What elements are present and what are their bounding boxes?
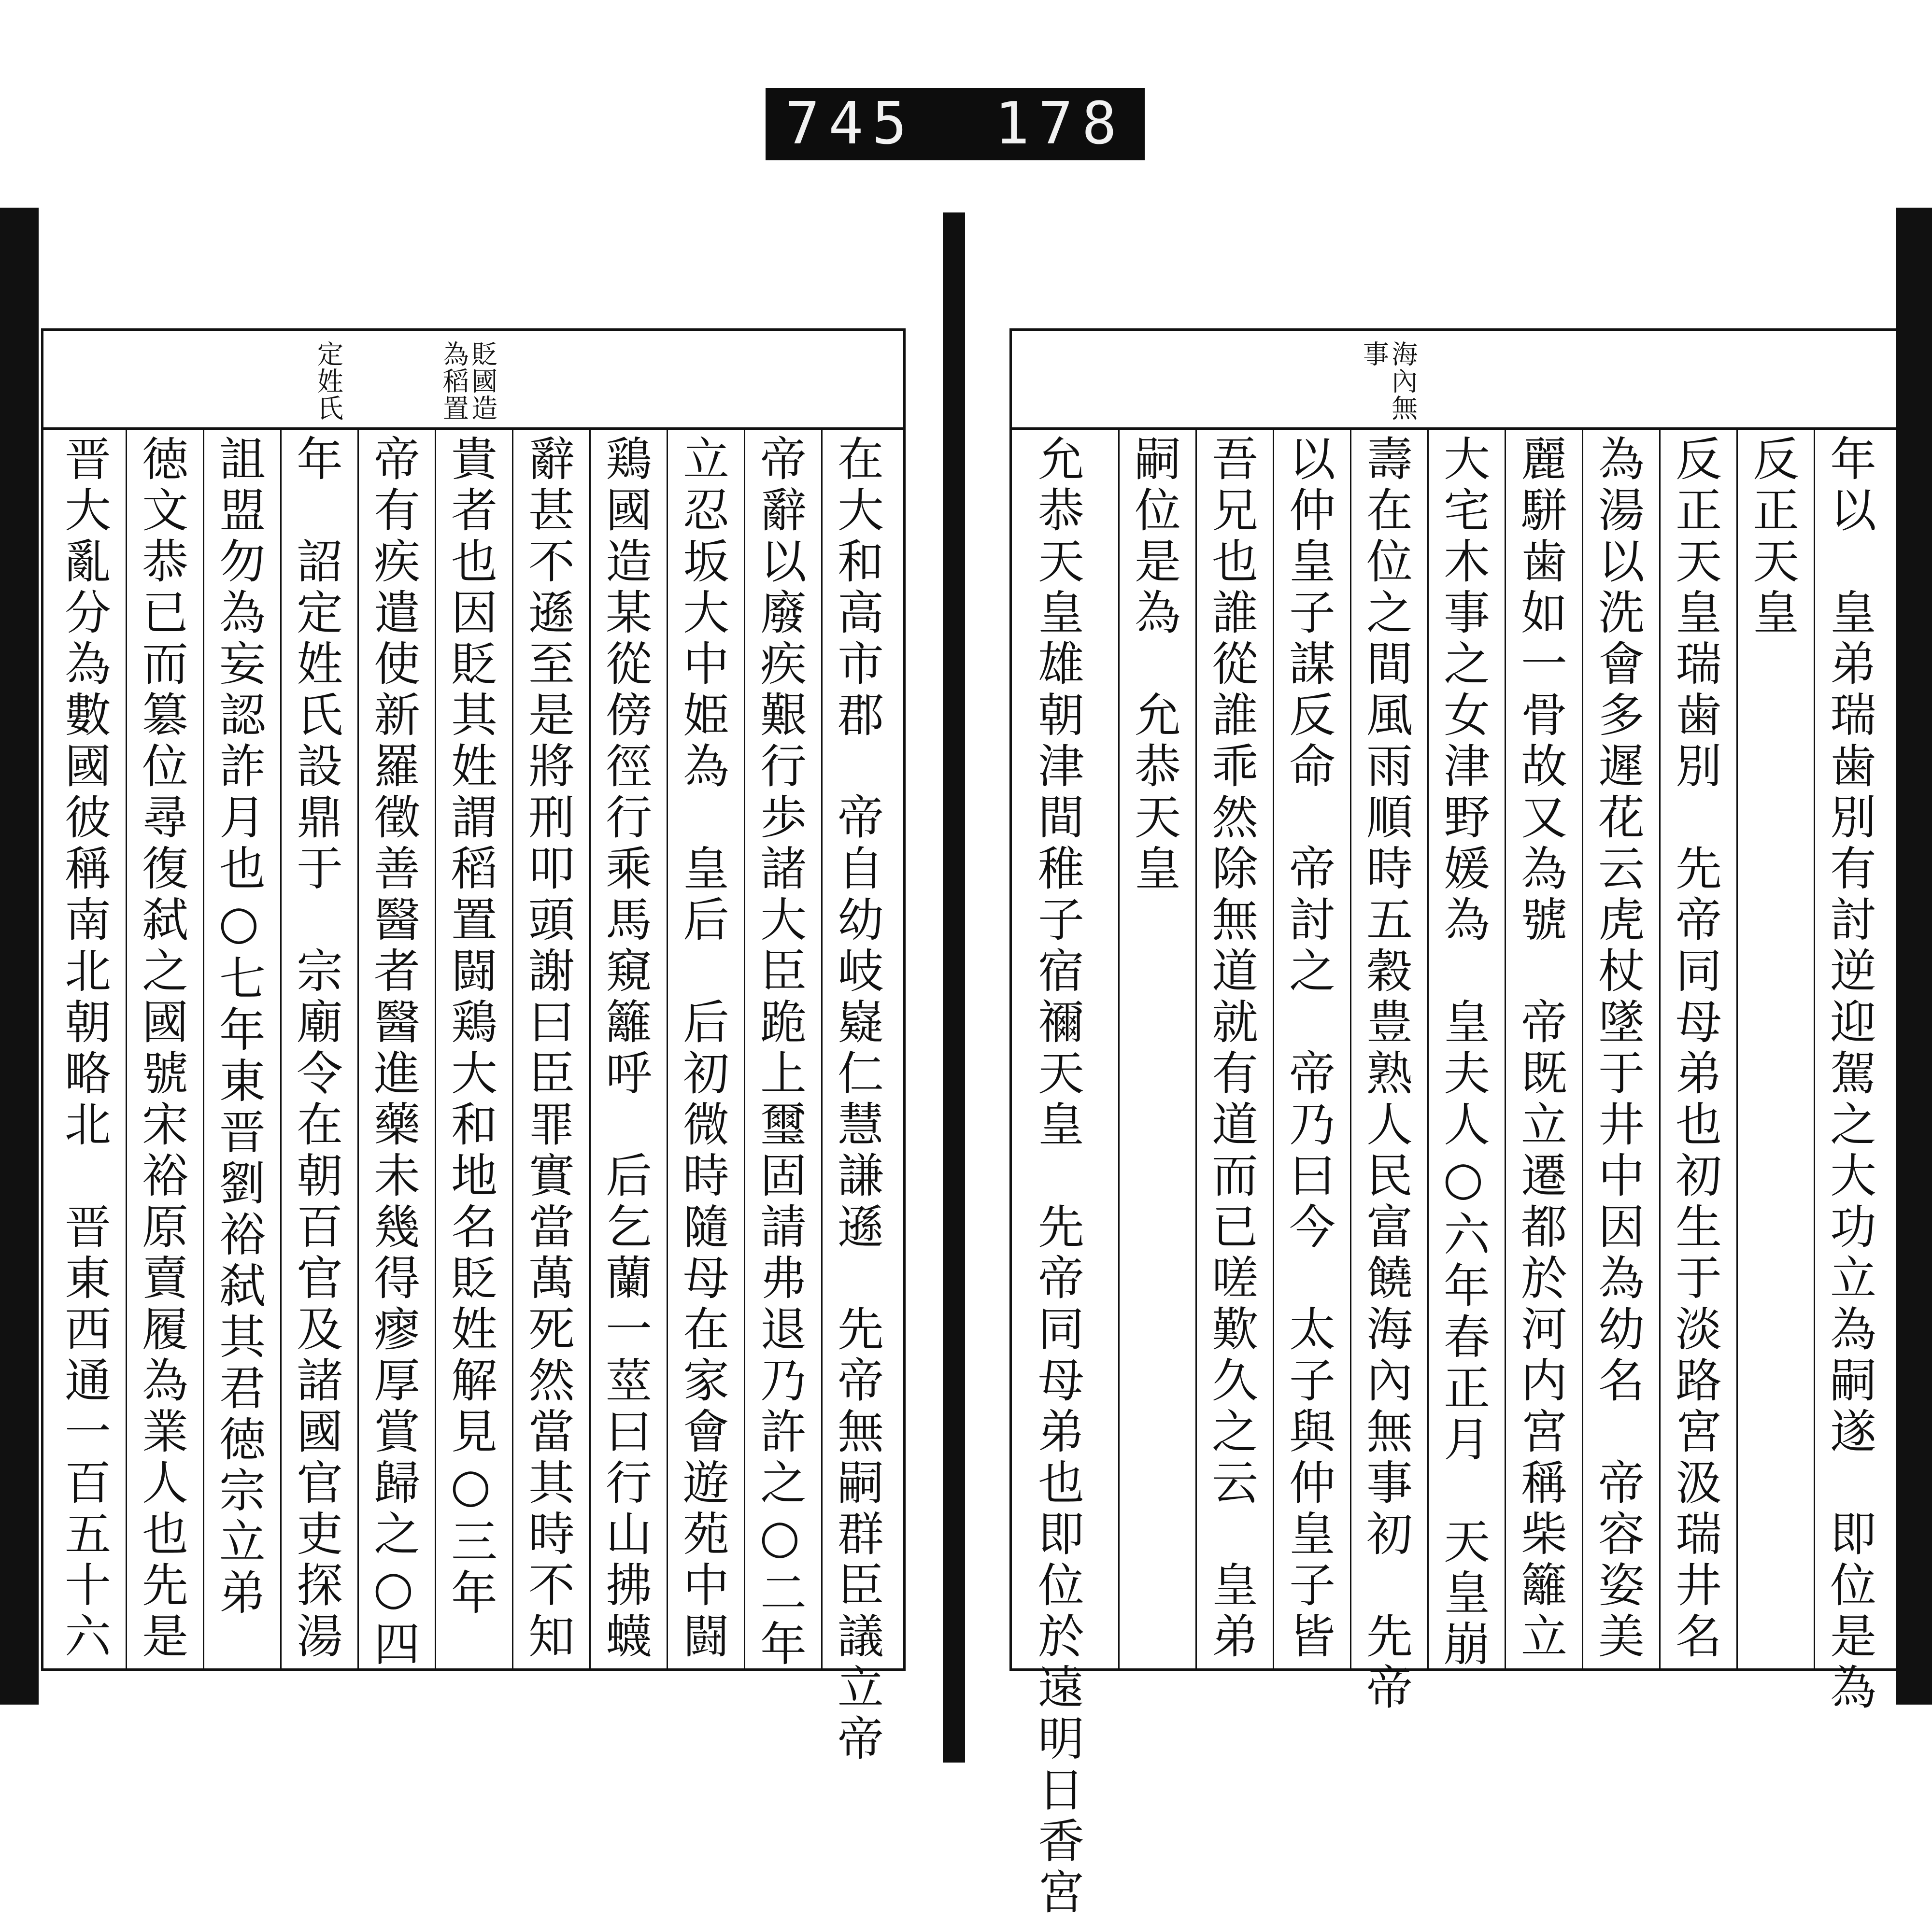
column-rule — [1814, 427, 1815, 1668]
left-page — [41, 328, 906, 1765]
frame-number-left: 745 — [785, 90, 916, 157]
frame-number-right: 178 — [994, 90, 1125, 157]
right-page — [1009, 328, 1898, 1919]
text-column: 大宅木事之女津野媛為 皇夫人○六年春正月 天皇崩 — [1436, 435, 1491, 1671]
column-rule — [126, 427, 127, 1668]
column-rule — [435, 427, 436, 1668]
column-rule — [1659, 427, 1661, 1668]
header-note: 貶國造為稻置 — [439, 340, 498, 422]
text-column: 在大和高市郡 帝自幼岐嶷仁慧謙遜 先帝無嗣群臣議立帝 — [830, 435, 884, 1765]
column-rule — [1195, 427, 1197, 1668]
text-column: 反正天皇瑞歯別 先帝同母弟也初生于淡路宮汲瑞井名 — [1668, 435, 1722, 1663]
text-column: 貴者也因貶其姓謂稻置闘鶏大和地名貶姓解見○三年 — [443, 435, 498, 1620]
text-column: 以仲皇子謀反命 帝討之 帝乃曰今 太子與仲皇子皆 — [1281, 435, 1336, 1663]
left-header-band — [43, 331, 903, 430]
header-note: 定姓氏 — [313, 340, 344, 422]
text-column: 壽在位之間風雨順時五穀豊熟人民富饒海內無事初 先帝 — [1359, 435, 1413, 1714]
column-rule — [1427, 427, 1429, 1668]
book-edge-left — [0, 208, 39, 1705]
text-column: 吾兄也誰從誰乖然除無道就有道而已嗟歎久之云 皇弟 — [1204, 435, 1259, 1663]
text-column: 徳文恭已而簒位尋復弑之國號宋裕原賣履為業人也先是 — [134, 435, 189, 1663]
text-column: 辭甚不遜至是將刑叩頭謝曰臣罪實當萬死然當其時不知 — [521, 435, 575, 1663]
header-note: 海內無事 — [1359, 340, 1418, 422]
text-column: 詛盟勿為妄認詐月也○七年東晋劉裕弑其君徳宗立弟 — [212, 435, 266, 1620]
text-column: 年 詔定姓氏設鼎于 宗廟令在朝百官及諸國官吏探湯 — [289, 435, 343, 1663]
column-rule — [667, 427, 668, 1668]
book-edge-right — [1896, 208, 1932, 1705]
column-rule — [1582, 427, 1583, 1668]
column-rule — [1736, 427, 1738, 1668]
text-column: 允恭天皇雄朝津間稚子宿禰天皇 先帝同母弟也即位於遠明日香宮 — [1030, 435, 1085, 1919]
column-rule — [1505, 427, 1506, 1668]
column-rule — [203, 427, 204, 1668]
text-column: 嗣位是為 允恭天皇 — [1127, 435, 1181, 895]
column-rule — [744, 427, 745, 1668]
column-rule — [589, 427, 591, 1668]
text-column: 鶏國造某從傍徑行乘馬窺籬呼 后乞蘭一莖曰行山拂蠛 — [598, 435, 653, 1663]
text-column: 晋大亂分為數國彼稱南北朝略北 晋東西通一百五十六 — [57, 435, 112, 1663]
text-column: 反正天皇 — [1745, 435, 1800, 639]
text-column: 立忍坂大中姫為 皇后 后初微時隨母在家會遊苑中闘 — [675, 435, 730, 1663]
column-rule — [1118, 427, 1120, 1668]
right-header-band — [1012, 331, 1896, 430]
book-spine — [943, 212, 965, 1763]
text-column: 年以 皇弟瑞歯別有討逆迎駕之大功立為嗣遂 即位是為 — [1822, 435, 1877, 1714]
text-column: 帝有疾遣使新羅徵善醫者醫進藥未幾得瘳厚賞歸之○四 — [366, 435, 421, 1671]
column-rule — [512, 427, 513, 1668]
text-column: 為湯以洗會多遲花云虎杖墜于井中因為幼名 帝容姿美 — [1591, 435, 1645, 1663]
frame-number-label — [766, 88, 1145, 160]
column-rule — [821, 427, 823, 1668]
text-column: 麗駢歯如一骨故又為號 帝既立遷都於河内宮稱柴籬立 — [1513, 435, 1568, 1663]
column-rule — [357, 427, 359, 1668]
column-rule — [280, 427, 282, 1668]
column-rule — [1350, 427, 1351, 1668]
text-column: 帝辭以廢疾艱行歩諸大臣跪上璽固請弗退乃許之○二年 — [753, 435, 807, 1671]
column-rule — [1273, 427, 1274, 1668]
